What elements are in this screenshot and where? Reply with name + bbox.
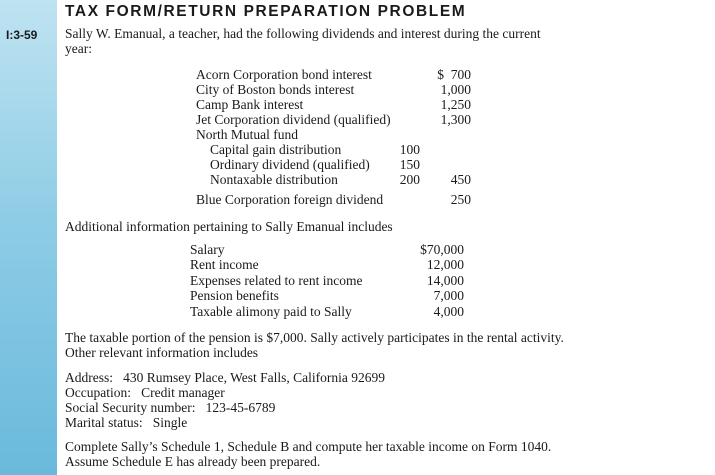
expenses-amount: 14,000: [426, 273, 464, 288]
alimony-amount: 4,000: [433, 304, 464, 319]
problem-number: I:3-59: [6, 28, 38, 42]
capital-gain-amount: 100: [399, 142, 420, 157]
side-color-bar: [0, 0, 57, 475]
additional-intro: Additional information pertaining to Sally Emanual includes: [65, 219, 393, 234]
occupation-line: Occupation: Credit manager: [65, 385, 225, 400]
notes-line-1: The taxable portion of the pension is $7,000. Sally actively participates in the rental activity.: [65, 330, 564, 345]
jet-label: Jet Corporation dividend (qualified): [196, 112, 391, 127]
pension-label: Pension benefits: [190, 288, 279, 303]
rent-label: Rent income: [190, 257, 259, 272]
rent-amount: 12,000: [426, 257, 464, 272]
instructions-line-1: Complete Sally’s Schedule 1, Schedule B and compute her taxable income on Form 1040.: [65, 439, 552, 454]
nontaxable-amount: 200: [399, 172, 420, 187]
boston-amount: 1,000: [440, 82, 471, 97]
marital-status-line: Marital status: Single: [65, 415, 188, 430]
instructions-line-2: Assume Schedule E has already been prepared.: [65, 454, 321, 469]
acorn-amount: $ 700: [437, 67, 471, 82]
camp-label: Camp Bank interest: [196, 97, 304, 112]
pension-amount: 7,000: [433, 288, 464, 303]
salary-label: Salary: [190, 242, 225, 257]
blue-amount: 250: [450, 192, 471, 207]
notes-line-2: Other relevant information includes: [65, 345, 259, 360]
nontaxable-label: Nontaxable distribution: [210, 172, 338, 187]
boston-label: City of Boston bonds interest: [196, 82, 355, 97]
capital-gain-label: Capital gain distribution: [210, 142, 342, 157]
ordinary-dividend-amount: 150: [399, 157, 420, 172]
ordinary-dividend-label: Ordinary dividend (qualified): [210, 157, 370, 172]
north-total-amount: 450: [450, 172, 471, 187]
page-title: TAX FORM/RETURN PREPARATION PROBLEM: [65, 3, 467, 20]
intro-line-1: Sally W. Emanual, a teacher, had the following dividends and interest during the current: [65, 26, 541, 41]
north-label: North Mutual fund: [196, 127, 298, 142]
ssn-line: Social Security number: 123-45-6789: [65, 400, 276, 415]
expenses-label: Expenses related to rent income: [190, 273, 363, 288]
address-line: Address: 430 Rumsey Place, West Falls, California 92699: [65, 370, 386, 385]
alimony-label: Taxable alimony paid to Sally: [190, 304, 352, 319]
acorn-label: Acorn Corporation bond interest: [196, 67, 372, 82]
camp-amount: 1,250: [440, 97, 471, 112]
salary-amount: $70,000: [420, 242, 464, 257]
intro-line-2: year:: [65, 41, 92, 56]
jet-amount: 1,300: [440, 112, 471, 127]
blue-label: Blue Corporation foreign dividend: [196, 192, 384, 207]
